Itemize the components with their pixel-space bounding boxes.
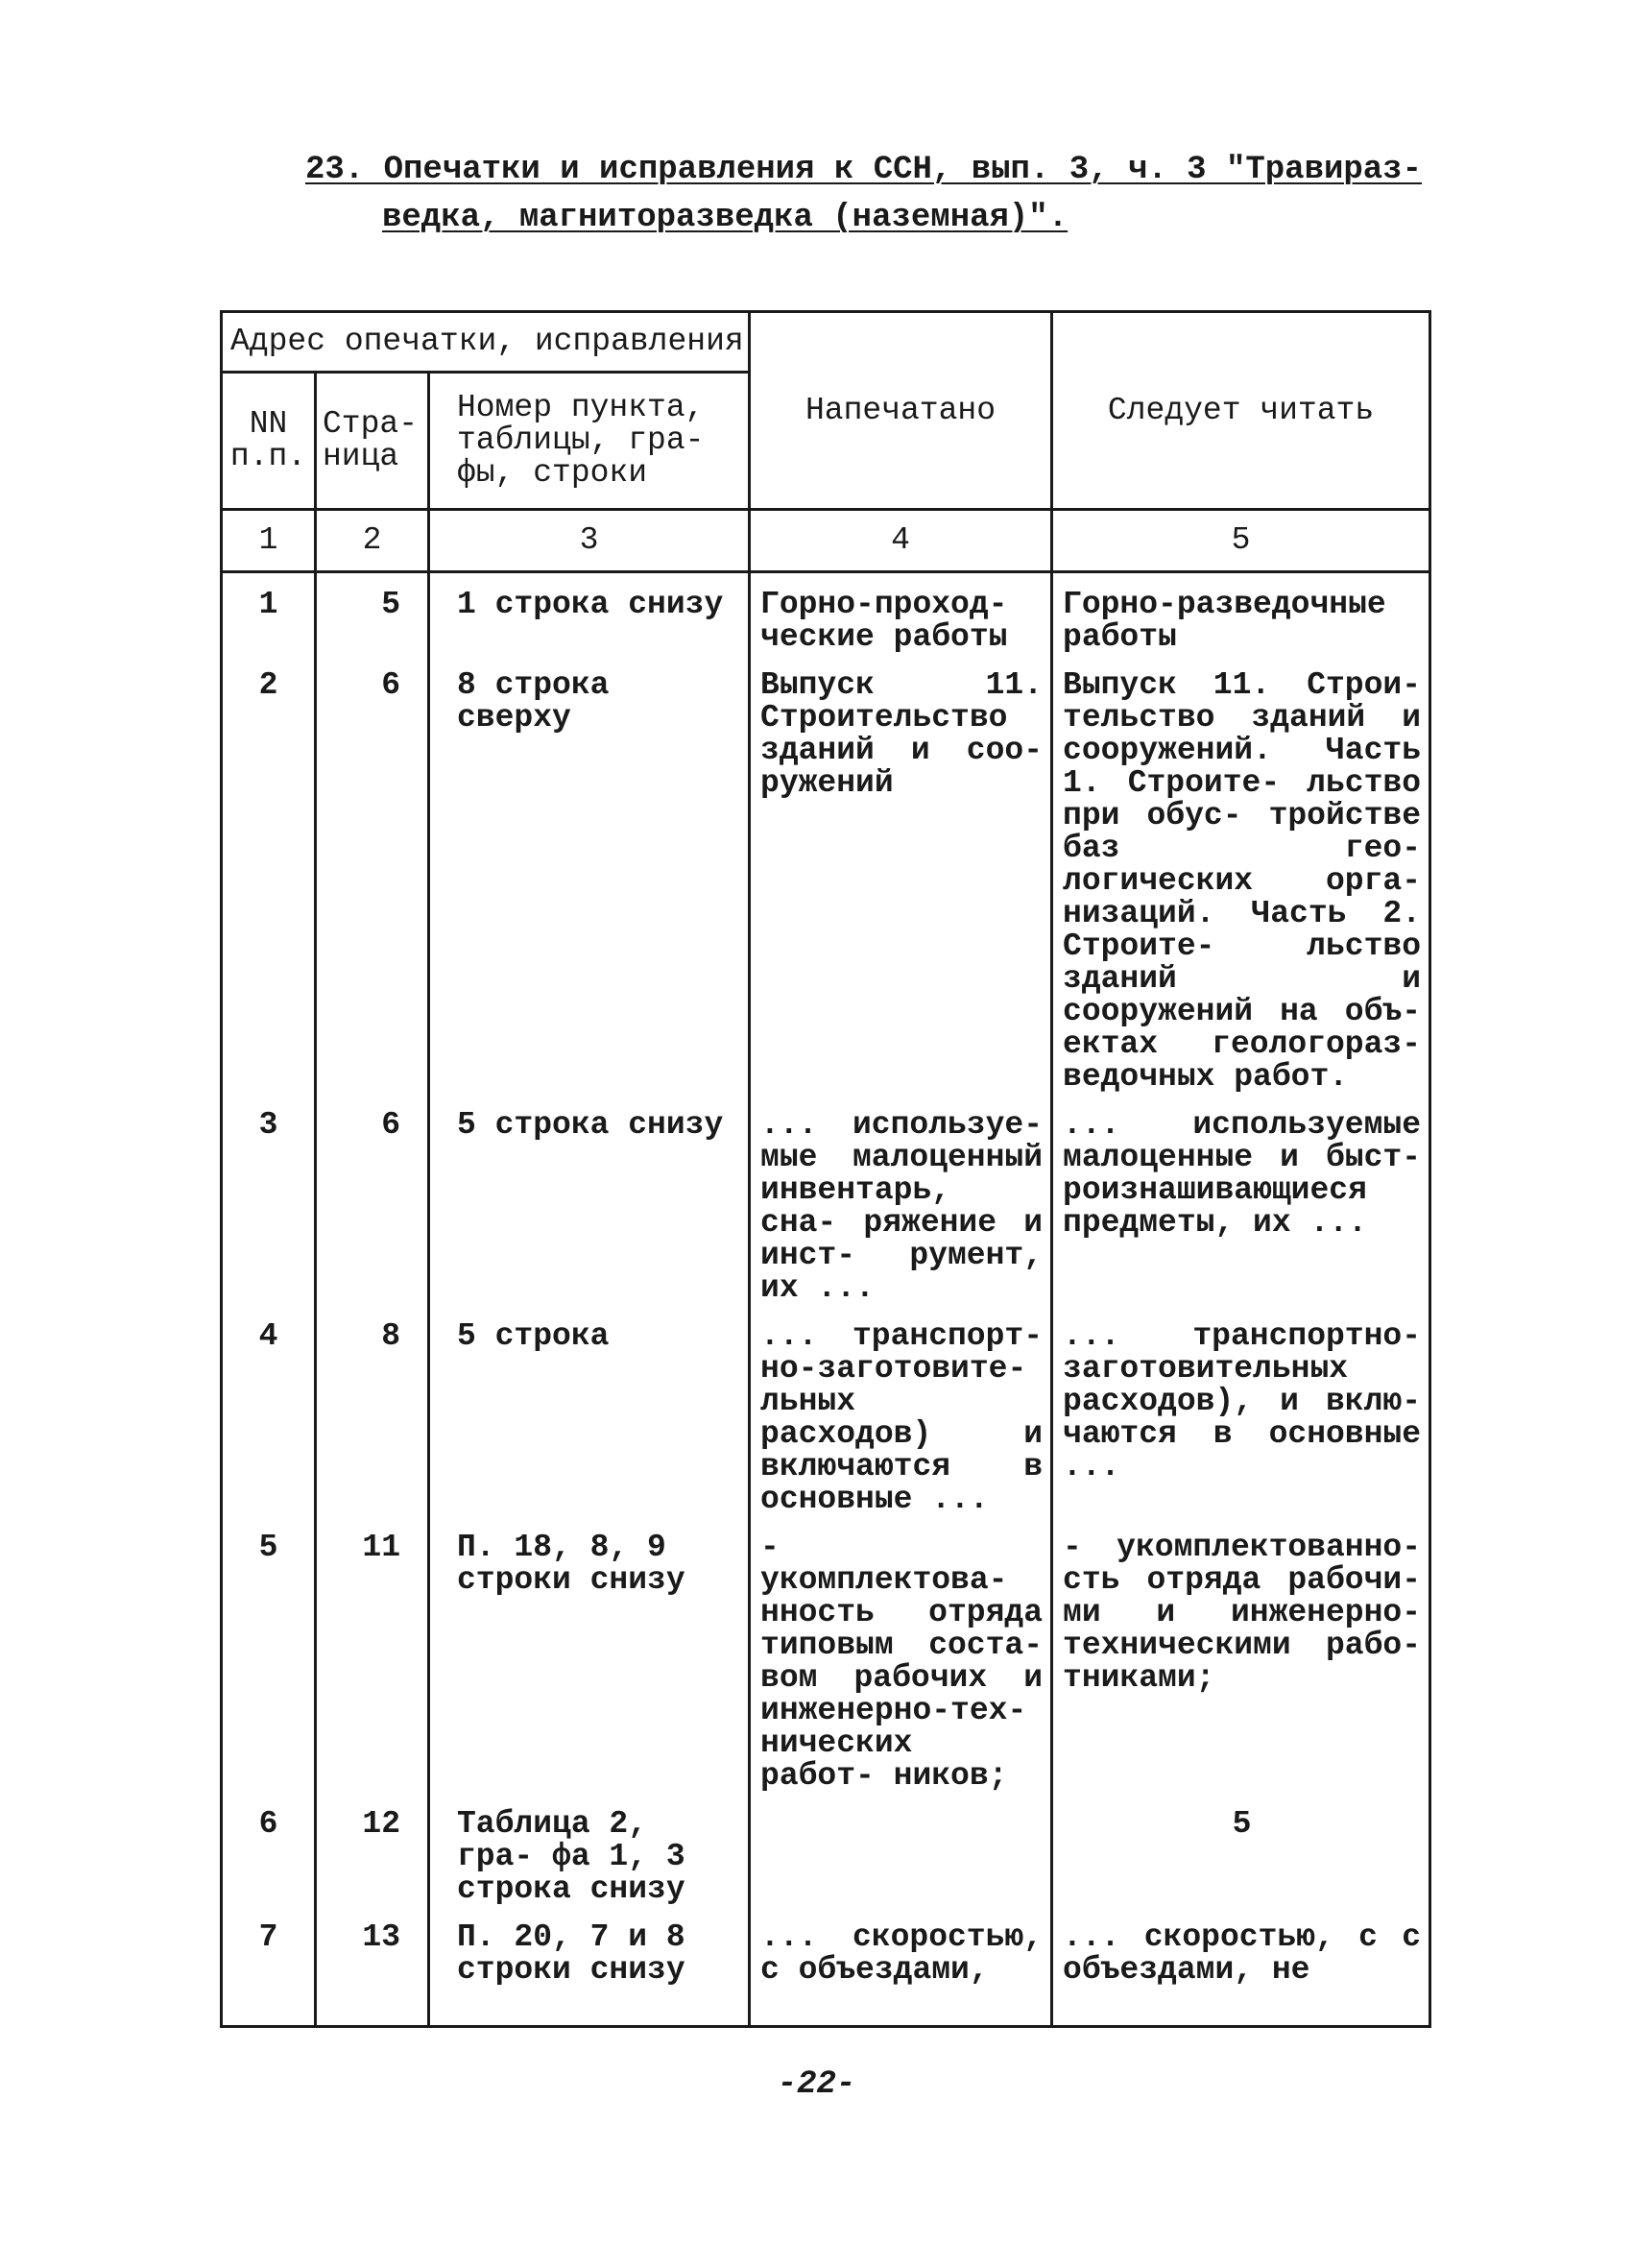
table-row bbox=[222, 654, 1430, 1094]
table-row bbox=[222, 1305, 1430, 1516]
cell-should-read: ... скоростью, с с объездами, не bbox=[1063, 1919, 1422, 1988]
table-row bbox=[222, 572, 1430, 655]
cell-page: 11 bbox=[362, 1530, 400, 1565]
cell-page: 6 bbox=[381, 667, 400, 703]
header-address-group: Адрес опечатки, исправления bbox=[222, 312, 750, 373]
column-number: 2 bbox=[316, 510, 429, 572]
cell-item: 5 строка снизу bbox=[457, 1107, 724, 1143]
cell-should-read: - укомплектованно- сть отряда рабочи- ми и инженерно- техническими рабо- тниками; bbox=[1063, 1530, 1422, 1696]
title-line-2: ведка, магниторазведка (наземная)". bbox=[382, 200, 1069, 236]
cell-item: Таблица 2, гра- фа 1, 3 строка снизу bbox=[457, 1806, 685, 1907]
cell-printed: Горно-проход- ческие работы bbox=[760, 587, 1008, 655]
cell-item: 8 строка сверху bbox=[457, 667, 610, 736]
header-page: Стра- ница bbox=[316, 373, 429, 510]
cell-page: 6 bbox=[381, 1107, 400, 1143]
title-line-1: 23. Опечатки и исправления к ССН, вып. 3, ч. 3 "Травираз- bbox=[305, 152, 1422, 188]
table-row bbox=[222, 1906, 1430, 2027]
cell-item: 1 строка снизу bbox=[457, 587, 724, 622]
cell-should-read: ... транспортно- заготовительных расходов), и вклю- чаются в основные ... bbox=[1063, 1318, 1422, 1484]
errata-table bbox=[220, 310, 1431, 2028]
column-number: 1 bbox=[222, 510, 316, 572]
header-should-read: Следует читать bbox=[1052, 312, 1430, 510]
cell-page: 5 bbox=[381, 587, 400, 622]
page-title bbox=[305, 146, 1438, 242]
cell-should-read: Выпуск 11. Строи- тельство зданий и сооружений. Часть 1. Строите- льство при обус- тройстве баз гео- логических орга- низаций. Часть 2. Строите- льство зданий и сооружений на объ- ектах геологораз- ведочных работ. bbox=[1063, 667, 1422, 1095]
cell-nn: 1 bbox=[258, 587, 278, 622]
cell-nn: 2 bbox=[258, 667, 278, 703]
cell-should-read: 5 bbox=[1232, 1806, 1252, 1842]
cell-printed: ... скоростью, с объездами, bbox=[760, 1919, 1044, 1988]
cell-printed: ... транспорт- но-заготовите- льных расходов) и включаются в основные ... bbox=[760, 1318, 1044, 1517]
page-number: -22- bbox=[777, 2066, 856, 2103]
cell-page: 13 bbox=[362, 1919, 400, 1955]
table-row bbox=[222, 1094, 1430, 1305]
cell-nn: 4 bbox=[258, 1318, 278, 1354]
column-number: 3 bbox=[429, 510, 750, 572]
cell-nn: 6 bbox=[258, 1806, 278, 1842]
cell-printed bbox=[751, 1793, 1050, 1808]
header-item: Номер пункта, таблицы, гра- фы, строки bbox=[429, 373, 750, 510]
header-nn: NN п.п. bbox=[222, 373, 316, 510]
column-number: 5 bbox=[1052, 510, 1430, 572]
cell-page: 12 bbox=[362, 1806, 400, 1842]
cell-printed: Выпуск 11. Строительство зданий и соо- ружений bbox=[760, 667, 1044, 801]
cell-item: П. 18, 8, 9 строки снизу bbox=[457, 1530, 685, 1598]
cell-nn: 7 bbox=[258, 1919, 278, 1955]
cell-should-read: ... используемые малоценные и быст- роизнашивающиеся предметы, их ... bbox=[1063, 1107, 1422, 1241]
header-printed: Напечатано bbox=[750, 312, 1052, 510]
table-row bbox=[222, 1793, 1430, 1906]
table-row bbox=[222, 1516, 1430, 1793]
cell-nn: 3 bbox=[258, 1107, 278, 1143]
cell-printed: ... используе- мые малоценный инвентарь, сна- ряжение и инст- румент, их ... bbox=[760, 1107, 1044, 1306]
cell-nn: 5 bbox=[258, 1530, 278, 1565]
cell-page: 8 bbox=[381, 1318, 400, 1354]
cell-item: 5 строка bbox=[457, 1318, 610, 1354]
column-number: 4 bbox=[750, 510, 1052, 572]
cell-item: П. 20, 7 и 8 строки снизу bbox=[457, 1919, 685, 1988]
cell-printed: - укомплектова- нность отряда типовым соста- вом рабочих и инженерно-тех- нических работ- ников; bbox=[760, 1530, 1044, 1794]
cell-should-read: Горно-разведочные работы bbox=[1063, 587, 1386, 655]
